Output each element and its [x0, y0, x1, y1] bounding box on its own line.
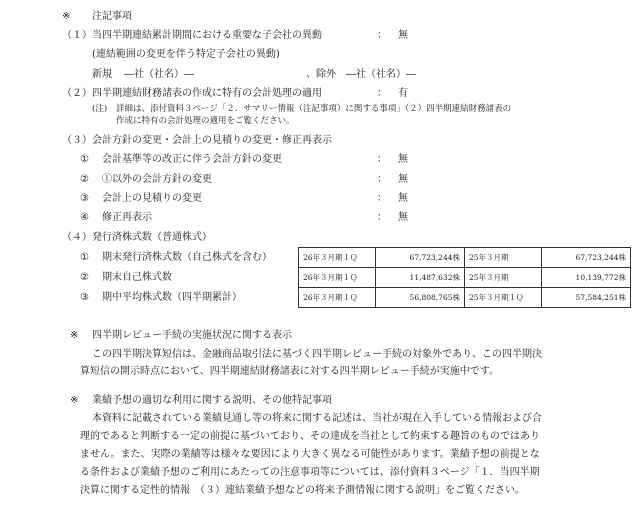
item2-value: 有 — [398, 88, 408, 99]
forecast-line5: 決算に関する定性的情報 （３）連結業績予想などの将来予測情報に関する説明」をご覧ください。 — [80, 485, 525, 496]
item4-title: 発行済株式数（普通株式） — [92, 232, 212, 243]
item1-new-value: ―社（社名）― — [124, 69, 194, 80]
forecast-line3: ません。また、実際の業績等は様々な要因により大きく異なる可能性があります。業績予想の前提とな — [80, 449, 540, 460]
shares-value-cell: 67,723,244株 — [376, 248, 465, 268]
item1-new-label: 新規 — [92, 69, 112, 80]
forecast-line1: 本資料に記載されている業績見通し等の将来に関する記述は、当社が現在入手している情報および合 — [92, 413, 542, 424]
item1-title: 当四半期連結累計期間における重要な子会社の異動 — [92, 30, 322, 41]
shares-value-cell: 67,723,244株 — [542, 248, 631, 268]
forecast-line2: 理的であると判断する一定の前提に基づいており、その達成を当社として約束する趣旨のものではあり — [80, 431, 540, 442]
shares-period-cell: 25年３月期 — [465, 248, 542, 268]
item2-note-line2: 作成に特有の会計処理の適用をご覧ください。 — [116, 116, 295, 126]
item2-note-mark: (注) — [92, 104, 108, 114]
shares-value-cell: 56,808,765株 — [376, 288, 465, 308]
item3-row4-colon: ： — [377, 212, 387, 223]
item3-row1-mark: ① — [80, 154, 89, 165]
item3-row1-value: 無 — [398, 154, 408, 165]
item1-number: （１） — [62, 30, 92, 41]
item4-row2-mark: ② — [80, 272, 89, 283]
item3-row4-label: 修正再表示 — [102, 212, 152, 223]
item4-row3-label: 期中平均株式数（四半期累計） — [102, 292, 242, 303]
item1-excl-label: 、除外 — [306, 69, 336, 80]
item3-row3-colon: ： — [377, 193, 387, 204]
notes-heading: 注記事項 — [92, 11, 132, 22]
item4-row3-mark: ③ — [80, 292, 89, 303]
review-mark: ※ — [70, 330, 79, 341]
item3-row4-value: 無 — [398, 212, 408, 223]
item4-row1-label: 期末発行済株式数（自己株式を含む） — [102, 252, 272, 263]
shares-period-cell: 26年３月期１Ｑ — [299, 268, 376, 288]
item3-title: 会計方針の変更・会計上の見積りの変更・修正再表示 — [92, 135, 332, 146]
item3-number: （３） — [62, 135, 92, 146]
shares-table — [298, 247, 631, 308]
item2-number: （２） — [62, 88, 92, 99]
item3-row3-value: 無 — [398, 193, 408, 204]
item3-row2-label: ①以外の会計方針の変更 — [102, 174, 212, 185]
table-row — [299, 268, 631, 288]
item2-colon: ： — [377, 88, 387, 99]
item4-number: （４） — [62, 232, 92, 243]
shares-period-cell: 26年３月期１Ｑ — [299, 248, 376, 268]
shares-period-cell: 26年３月期１Ｑ — [299, 288, 376, 308]
item3-row4-mark: ④ — [80, 212, 89, 223]
shares-period-cell: 25年３月期１Ｑ — [465, 288, 542, 308]
item2-title: 四半期連結財務諸表の作成に特有の会計処理の適用 — [92, 88, 322, 99]
shares-value-cell: 11,487,632株 — [376, 268, 465, 288]
item3-row1-colon: ： — [377, 154, 387, 165]
item1-value: 無 — [398, 30, 408, 41]
shares-value-cell: 57,584,251株 — [542, 288, 631, 308]
item2-note-line1: 詳細は、添付資料３ページ「２．サマリー情報（注記事項）に関する事項」（２）四半期連結財務諸表の — [116, 104, 512, 114]
review-line2: 算短信の開示時点において、四半期連結財務諸表に対する四半期レビュー手続が実施中です。 — [80, 366, 499, 377]
heading-mark: ※ — [62, 11, 71, 22]
item3-row2-mark: ② — [80, 174, 89, 185]
item3-row2-value: 無 — [398, 174, 408, 185]
item3-row1-label: 会計基準等の改正に伴う会計方針の変更 — [102, 154, 282, 165]
table-row — [299, 248, 631, 268]
item1-excl-value: ―社（社名）― — [346, 69, 416, 80]
review-line1: この四半期決算短信は、金融商品取引法に基づく四半期レビュー手続の対象外であり、この四半期決 — [92, 349, 542, 360]
forecast-mark: ※ — [70, 395, 79, 406]
item3-row3-mark: ③ — [80, 193, 89, 204]
forecast-line4: る条件および業績予想のご利用にあたっての注意事項等については、添付資料３ページ「１．当四半期 — [80, 467, 540, 478]
item4-row1-mark: ① — [80, 252, 89, 263]
item3-row3-label: 会計上の見積りの変更 — [102, 193, 202, 204]
item1-sub: (連結範囲の変更を伴う特定子会社の異動) — [92, 49, 280, 60]
shares-period-cell: 25年３月期 — [465, 268, 542, 288]
item1-colon: ： — [377, 30, 387, 41]
forecast-title: 業績予想の適切な利用に関する説明、その他特記事項 — [92, 395, 332, 406]
shares-value-cell: 10,139,772株 — [542, 268, 631, 288]
table-row — [299, 288, 631, 308]
item3-row2-colon: ： — [377, 174, 387, 185]
review-title: 四半期レビュー手続の実施状況に関する表示 — [92, 330, 292, 341]
item4-row2-label: 期末自己株式数 — [102, 272, 172, 283]
